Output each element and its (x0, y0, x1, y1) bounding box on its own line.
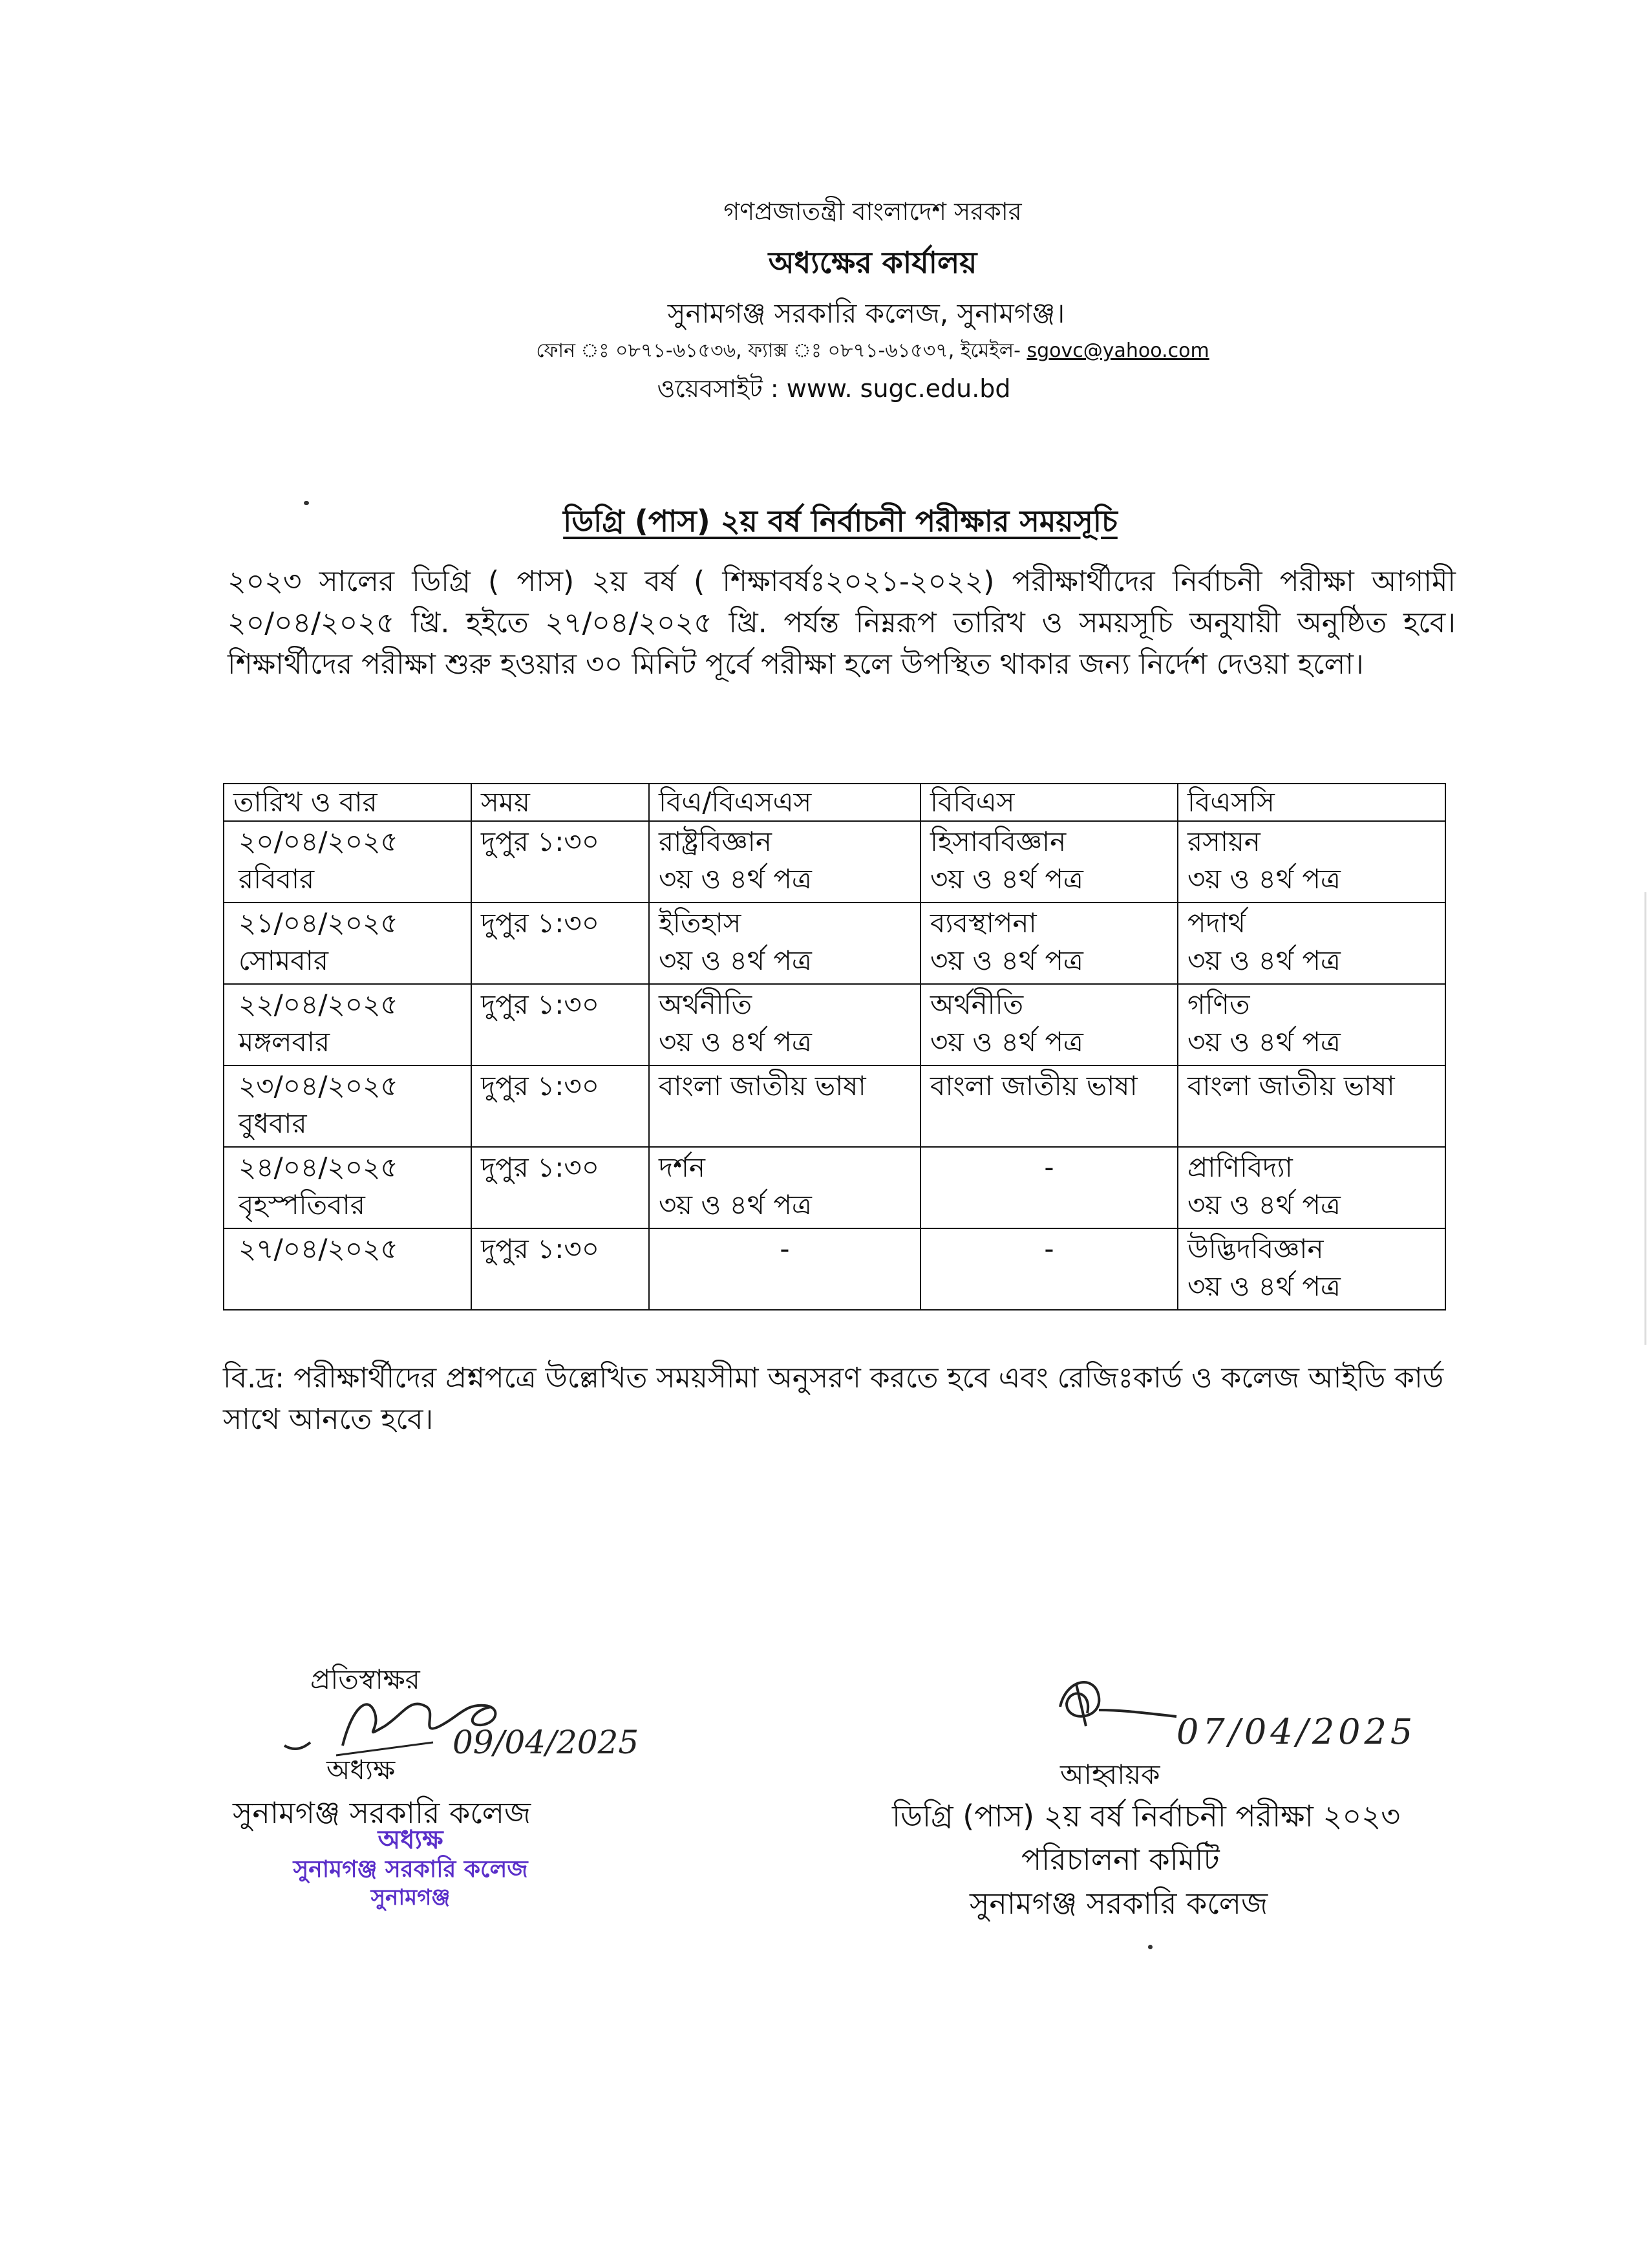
date-cell (224, 1065, 471, 1147)
table-header-row (224, 784, 1445, 821)
bbs-cell (920, 984, 1178, 1065)
date-text: ২৩/০৪/২০২৫ (239, 1070, 398, 1102)
time-cell (471, 821, 649, 903)
table-row (224, 984, 1445, 1065)
ba-subject: ইতিহাস (659, 907, 741, 939)
bbs-paper: ৩য় ও ৪র্থ পত্র (930, 945, 1083, 976)
table-row (224, 903, 1445, 984)
date-cell (224, 984, 471, 1065)
bsc-subject: গণিত (1187, 989, 1250, 1020)
ba-cell (649, 1147, 920, 1228)
header-ba-bss: বিএ/বিএসএস (649, 784, 920, 821)
header-time: সময় (471, 784, 649, 821)
ba-subject: দর্শন (659, 1151, 705, 1183)
contact-line (472, 335, 1273, 368)
seal-place: সুনামগঞ্জ (370, 1885, 451, 1910)
date-cell (224, 821, 471, 903)
bsc-paper: ৩য় ও ৪র্থ পত্র (1187, 945, 1341, 976)
scan-speck (1148, 1945, 1153, 1949)
date-text: ২৪/০৪/২০২৫ (239, 1151, 398, 1183)
ba-subject: রাষ্ট্রবিজ্ঞান (659, 826, 772, 857)
bsc-cell (1178, 1147, 1445, 1228)
bbs-cell (920, 1065, 1178, 1147)
ba-paper: ৩য় ও ৪র্থ পত্র (659, 945, 812, 976)
scan-speck (304, 501, 309, 505)
convener-committee-line: পরিচালনা কমিটি (1021, 1842, 1220, 1877)
countersign-label: প্রতিস্বাক্ষর (310, 1664, 420, 1695)
college-address: সুনামগঞ্জ সরকারি কলেজ, সুনামগঞ্জ। (667, 297, 1065, 329)
bbs-subject: ব্যবস্থাপনা (930, 907, 1037, 939)
bbs-subject: - (1044, 1151, 1054, 1183)
document-title (452, 499, 1228, 548)
bbs-subject: হিসাববিজ্ঞান (930, 826, 1067, 857)
table-row (224, 1147, 1445, 1228)
date-text: ২১/০৪/২০২৫ (239, 907, 398, 939)
time-text: দুপুর ১:৩০ (481, 989, 600, 1020)
bsc-cell (1178, 903, 1445, 984)
note-paragraph: বি.দ্র: পরীক্ষার্থীদের প্রশ্নপত্রে উল্লেখিত সময়সীমা অনুসরণ করতে হবে এবং রেজিঃকার্ড ও কলেজ আইডি কার্ড সাথে আনতে হবে। (223, 1362, 1444, 1436)
bsc-paper: ৩য় ও ৪র্থ পত্র (1187, 1189, 1341, 1221)
table-row (224, 1065, 1445, 1147)
bsc-cell (1178, 821, 1445, 903)
bbs-paper: ৩য় ও ৪র্থ পত্র (930, 1026, 1083, 1058)
time-text: দুপুর ১:৩০ (481, 1233, 600, 1265)
principal-college: সুনামগঞ্জ সরকারি কলেজ (233, 1795, 531, 1830)
convener-signature (1047, 1658, 1487, 1755)
convener-college-line: সুনামগঞ্জ সরকারি কলেজ (970, 1886, 1268, 1921)
ba-cell (649, 1065, 920, 1147)
header-date-day: তারিখ ও বার (224, 784, 471, 821)
contact-phone-fax: ফোন ঃ ০৮৭১-৬১৫৩৬, ফ্যাক্স ঃ ০৮৭১-৬১৫৩৭, ইমেইল- (536, 339, 1027, 362)
day-text: বৃহস্পতিবার (239, 1189, 365, 1221)
ba-paper: ৩য় ও ৪র্থ পত্র (659, 1189, 812, 1221)
bsc-paper: ৩য় ও ৪র্থ পত্র (1187, 1026, 1341, 1058)
website-line: ওয়েবসাইট : www. sugc.edu.bd (657, 374, 1011, 403)
ba-cell (649, 821, 920, 903)
seal-title: অধ্যক্ষ (378, 1825, 443, 1855)
bsc-paper: ৩য় ও ৪র্থ পত্র (1187, 1270, 1341, 1302)
scan-edge (1644, 892, 1646, 1345)
bbs-subject: - (1044, 1233, 1054, 1265)
ba-paper: ৩য় ও ৪র্থ পত্র (659, 1026, 812, 1058)
ba-cell (649, 1228, 920, 1310)
bsc-subject: উদ্ভিদবিজ্ঞান (1187, 1233, 1324, 1265)
bbs-subject: অর্থনীতি (930, 989, 1024, 1020)
ba-subject: অর্থনীতি (659, 989, 752, 1020)
principal-seal (255, 1824, 566, 1911)
header-bbs: বিবিএস (920, 784, 1178, 821)
bsc-subject: বাংলা জাতীয় ভাষা (1187, 1070, 1395, 1102)
bbs-cell (920, 903, 1178, 984)
table-row (224, 1228, 1445, 1310)
bbs-cell (920, 1147, 1178, 1228)
day-text: সোমবার (239, 945, 328, 976)
day-text: মঙ্গলবার (239, 1026, 330, 1058)
bsc-subject: পদার্থ (1187, 907, 1246, 939)
ba-cell (649, 984, 920, 1065)
bsc-cell (1178, 1065, 1445, 1147)
bsc-cell (1178, 984, 1445, 1065)
day-text: রবিবার (239, 863, 315, 895)
header-bsc: বিএসসি (1178, 784, 1445, 821)
date-cell (224, 1228, 471, 1310)
email-link[interactable]: sgovc@yahoo.com (1027, 339, 1209, 362)
time-cell (471, 903, 649, 984)
date-cell (224, 903, 471, 984)
bsc-paper: ৩য় ও ৪র্থ পত্র (1187, 863, 1341, 895)
day-text: বুধবার (239, 1107, 307, 1139)
time-cell (471, 1065, 649, 1147)
bsc-subject: রসায়ন (1187, 826, 1261, 857)
seal-college: সুনামগঞ্জ সরকারি কলেজ (293, 1856, 528, 1883)
ba-paper: ৩য় ও ৪র্থ পত্র (659, 863, 812, 895)
document-title-text: ডিগ্রি (পাস) ২য় বর্ষ নির্বাচনী পরীক্ষার সময়সূচি (563, 504, 1118, 539)
bbs-paper: ৩য় ও ৪র্থ পত্র (930, 863, 1083, 895)
time-text: দুপুর ১:৩০ (481, 907, 600, 939)
date-text: ২০/০৪/২০২৫ (239, 826, 398, 857)
time-text: দুপুর ১:৩০ (481, 1151, 600, 1183)
time-cell (471, 1147, 649, 1228)
convener-designation: আহ্বায়ক (1060, 1759, 1160, 1790)
time-cell (471, 1228, 649, 1310)
time-text: দুপুর ১:৩০ (481, 1070, 600, 1102)
convener-exam-line: ডিগ্রি (পাস) ২য় বর্ষ নির্বাচনী পরীক্ষা ২০২৩ (892, 1799, 1401, 1834)
bsc-cell (1178, 1228, 1445, 1310)
bbs-cell (920, 821, 1178, 903)
bbs-subject: বাংলা জাতীয় ভাষা (930, 1070, 1138, 1102)
bsc-subject: প্রাণিবিদ্যা (1187, 1151, 1293, 1183)
ba-subject: - (780, 1233, 790, 1265)
ba-subject: বাংলা জাতীয় ভাষা (659, 1070, 866, 1102)
time-text: দুপুর ১:৩০ (481, 826, 600, 857)
principal-designation: অধ্যক্ষ (326, 1754, 396, 1786)
ba-cell (649, 903, 920, 984)
intro-paragraph: ২০২৩ সালের ডিগ্রি ( পাস) ২য় বর্ষ ( শিক্ষাবর্ষঃ২০২১-২০২২) পরীক্ষার্থীদের নির্বাচনী পরীক্ষা আগামী ২০/০৪/২০২৫ খ্রি. হইতে ২৭/০৪/২০২৫ খ্রি. পর্যন্ত নিম্নরূপ তারিখ ও সময়সূচি অনুযায়ী অনুষ্ঠিত হবে। শিক্ষার্থীদের পরীক্ষা শুরু হওয়ার ৩০ মিনিট পূর্বে পরীক্ষা হলে উপস্থিত থাকার জন্য নির্দেশ দেওয়া হলো। (228, 565, 1456, 681)
convener-signature-date: 07/04/2025 (1176, 1711, 1417, 1752)
table-row (224, 821, 1445, 903)
principal-signature-date: 09/04/2025 (452, 1724, 639, 1761)
government-name: গণপ্রজাতন্ত্রী বাংলাদেশ সরকার (723, 197, 1022, 226)
date-text: ২৭/০৪/২০২৫ (239, 1233, 398, 1265)
date-cell (224, 1147, 471, 1228)
exam-schedule-table (223, 783, 1446, 1311)
bbs-cell (920, 1228, 1178, 1310)
date-text: ২২/০৪/২০২৫ (239, 989, 398, 1020)
office-name: অধ্যক্ষের কার্যালয় (768, 245, 977, 280)
time-cell (471, 984, 649, 1065)
